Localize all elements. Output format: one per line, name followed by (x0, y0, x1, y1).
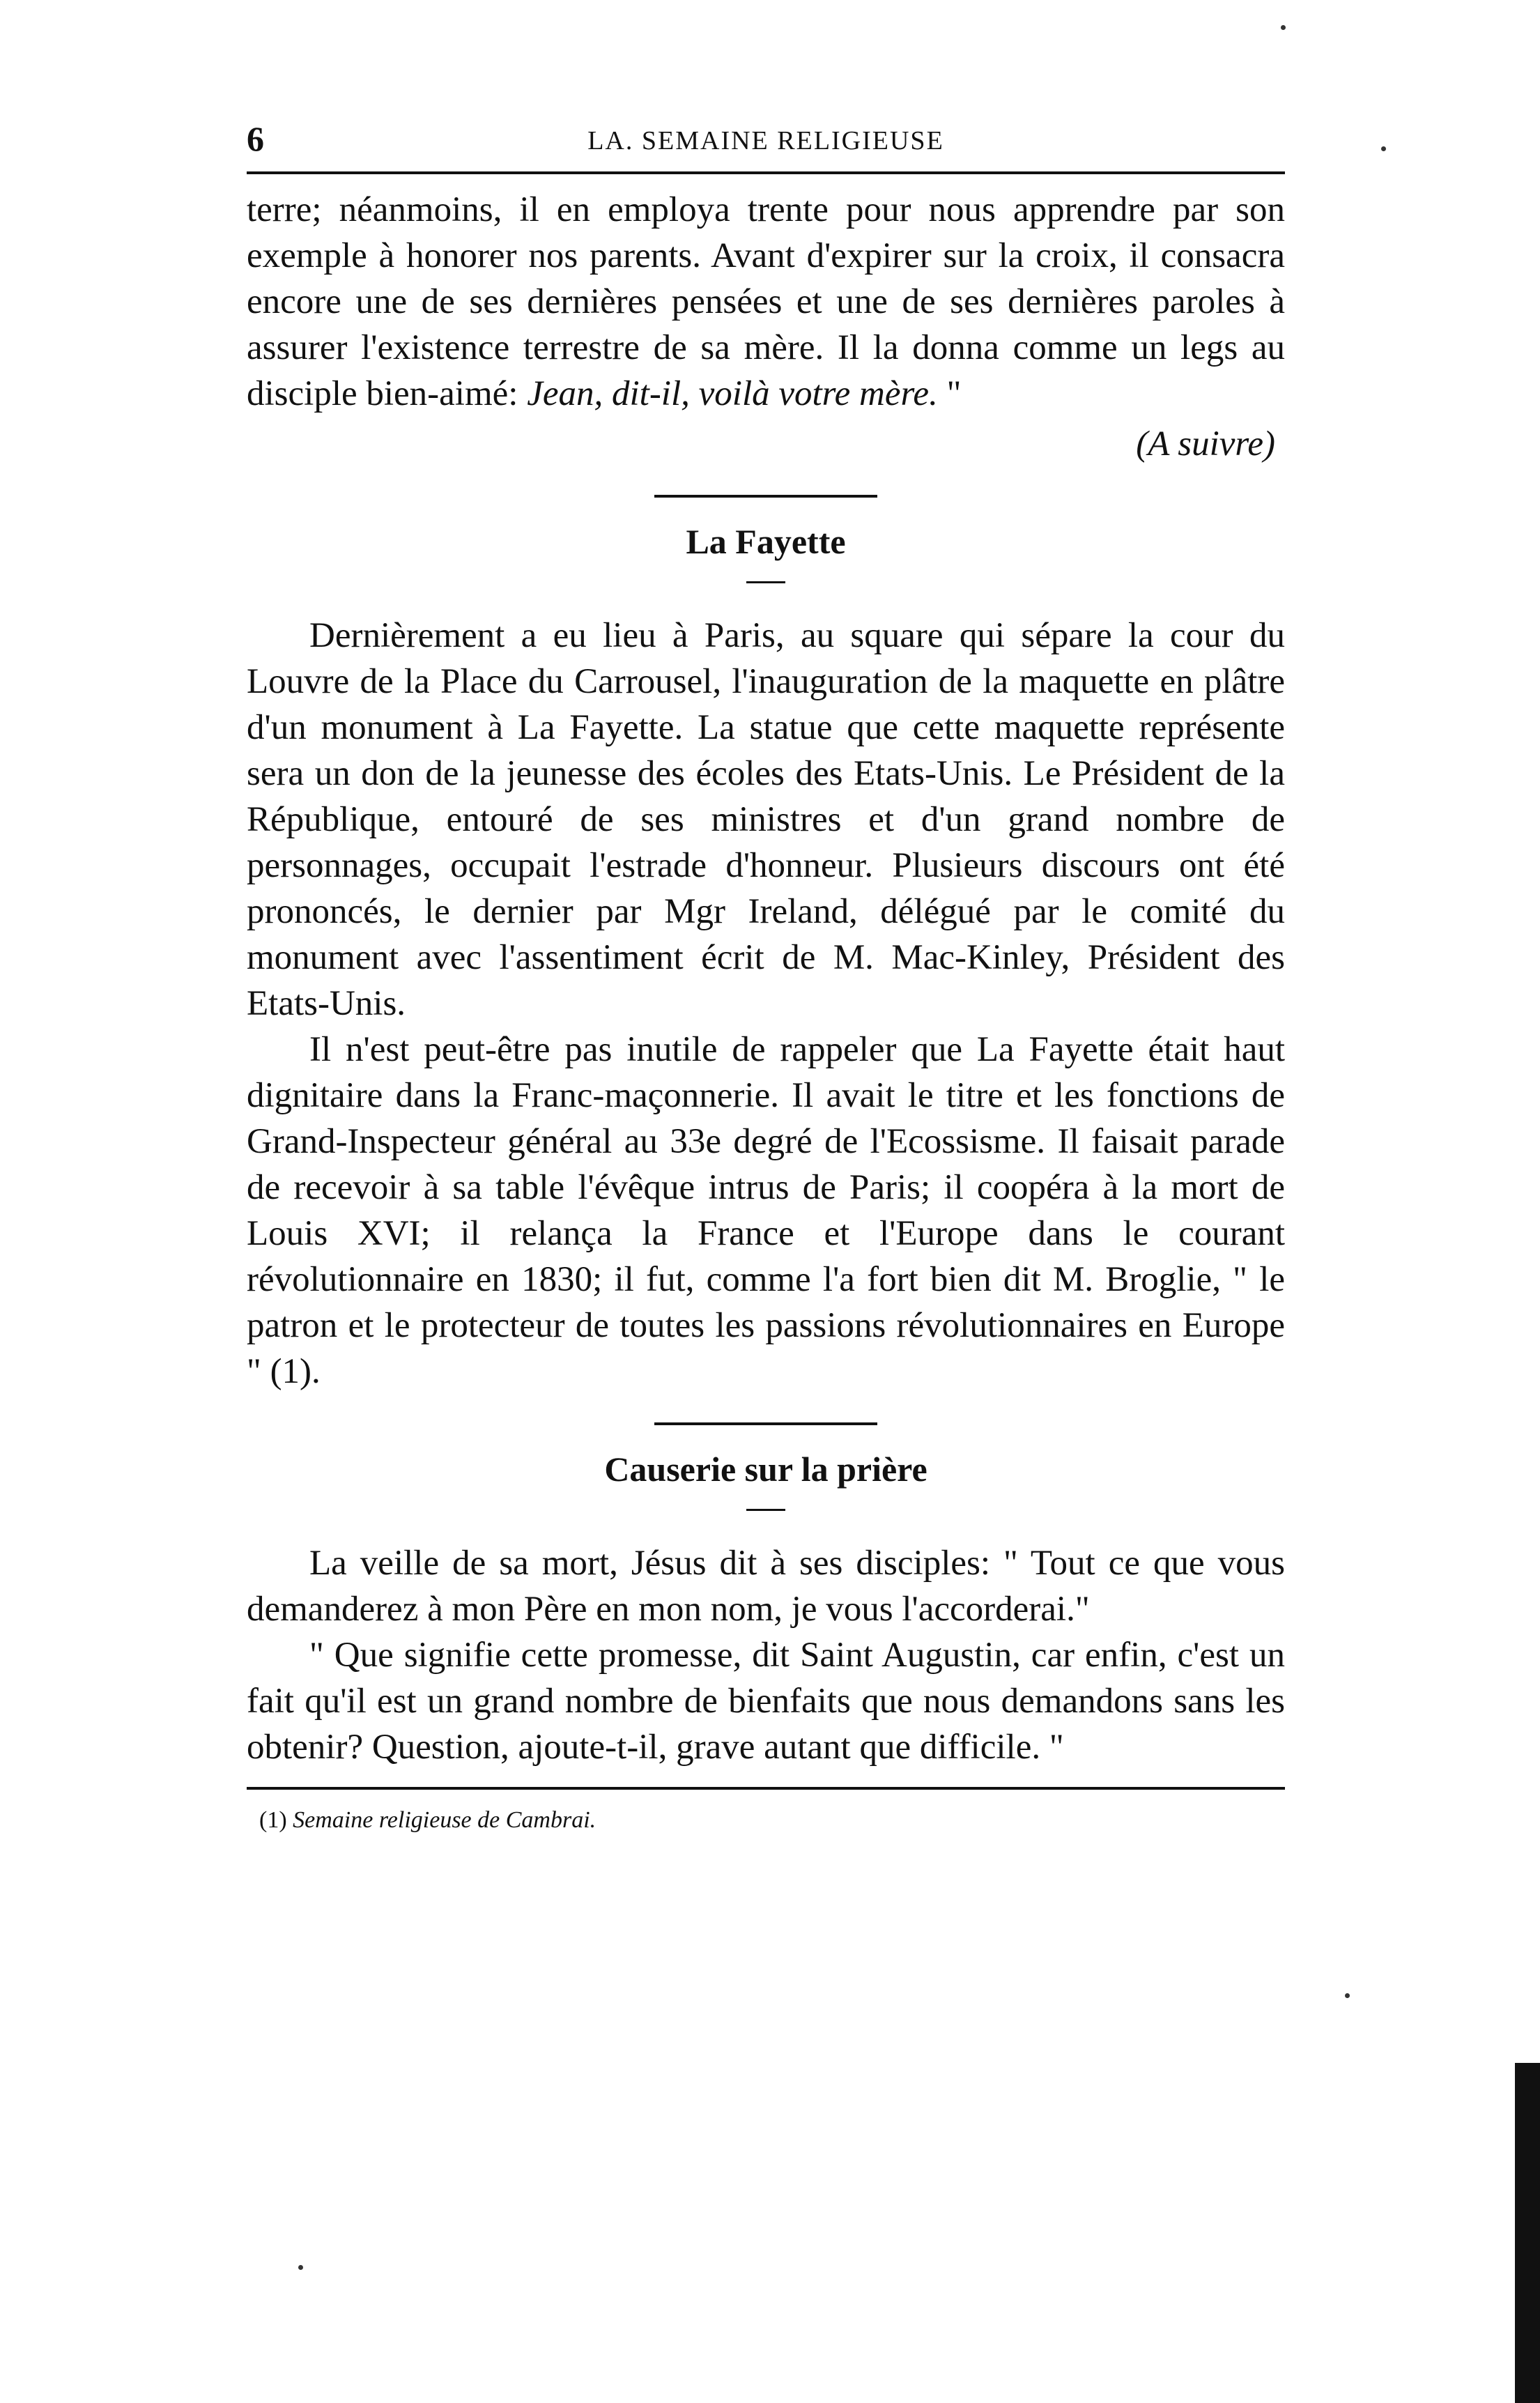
section-title-causerie: Causerie sur la prière (604, 1450, 927, 1489)
paragraph: " Que signifie cette promesse, dit Saint Augustin, car enfin, c'est un fait qu'il est un grand nombre de bienfaits que nous demandons sans les obtenir? Question, ajoute-t-il, grave autant que difficile. " (247, 1636, 1285, 1767)
running-title: LA. SEMAINE RELIGIEUSE (587, 126, 944, 155)
closing-quote: " (937, 374, 962, 413)
book-page (247, 112, 1285, 1836)
title-dash (746, 1509, 785, 1511)
footnote (259, 1805, 1285, 1836)
a-suivre-note: (A suivre) (1136, 424, 1275, 463)
footnote-source: Semaine religieuse de Cambrai. (293, 1807, 596, 1833)
quoted-words: Jean, dit-il, voilà votre mère. (527, 374, 938, 413)
page-number: 6 (247, 119, 264, 158)
section-separator-rule (654, 1422, 877, 1425)
paragraph: Dernièrement a eu lieu à Paris, au square qui sépare la cour du Louvre de la Place du Carrousel, l'inauguration de la maquette en plâtre d'un monument à La Fayette. La statue que cette maquette représente sera un don de la jeunesse des écoles des Etats-Unis. Le Président de la République, entouré de ses ministres et d'un grand nombre de personnages, occupait l'estrade d'honneur. Plusieurs discours ont été prononcés, le dernier par Mgr Ireland, délégué par le comité du monument avec l'assentiment écrit de M. Mac-Kinley, Président des Etats-Unis. (247, 616, 1285, 1023)
scan-speck (1345, 1993, 1350, 1998)
paragraph: Il n'est peut-être pas inutile de rappeler que La Fayette était haut dignitaire dans la Franc-maçonnerie. Il avait le titre et les fonctions de Grand-Inspecteur général au 33e degré de l'Ecossisme. Il faisait parade de recevoir à sa table l'évêque intrus de Paris; il coopéra à la mort de Louis XVI; il relança la France et l'Europe dans le courant révolutionnaire en 1830; il fut, comme l'a fort bien dit M. Broglie, " le patron et le protecteur de toutes les passions révolutionnaires en Europe " (1). (247, 1030, 1285, 1391)
scan-speck (1281, 25, 1286, 30)
scan-speck (298, 2265, 303, 2270)
header-rule (247, 171, 1285, 174)
scan-edge-shadow (1515, 2063, 1540, 2403)
section-title-la-fayette: La Fayette (686, 522, 846, 561)
continued-text: terre; néanmoins, il en employa trente pour nous apprendre par son exemple à honorer nos parents. Avant d'expirer sur la croix, il consacra encore une de ses dernières pensées et une de ses dernières paroles à assurer l'existence terrestre de sa mère. Il la donna comme un legs au disciple bien-aimé: (247, 190, 1285, 413)
paragraph: La veille de sa mort, Jésus dit à ses disciples: " Tout ce que vous demanderez à mon Père en mon nom, je vous l'accorderai." (247, 1544, 1285, 1629)
footnote-marker: (1) (259, 1807, 287, 1833)
continued-paragraph (247, 187, 1285, 417)
running-head (247, 112, 1285, 162)
section-separator-rule (654, 495, 877, 498)
title-dash (746, 581, 785, 583)
footnote-rule (247, 1787, 1285, 1790)
scan-speck (1381, 146, 1386, 151)
